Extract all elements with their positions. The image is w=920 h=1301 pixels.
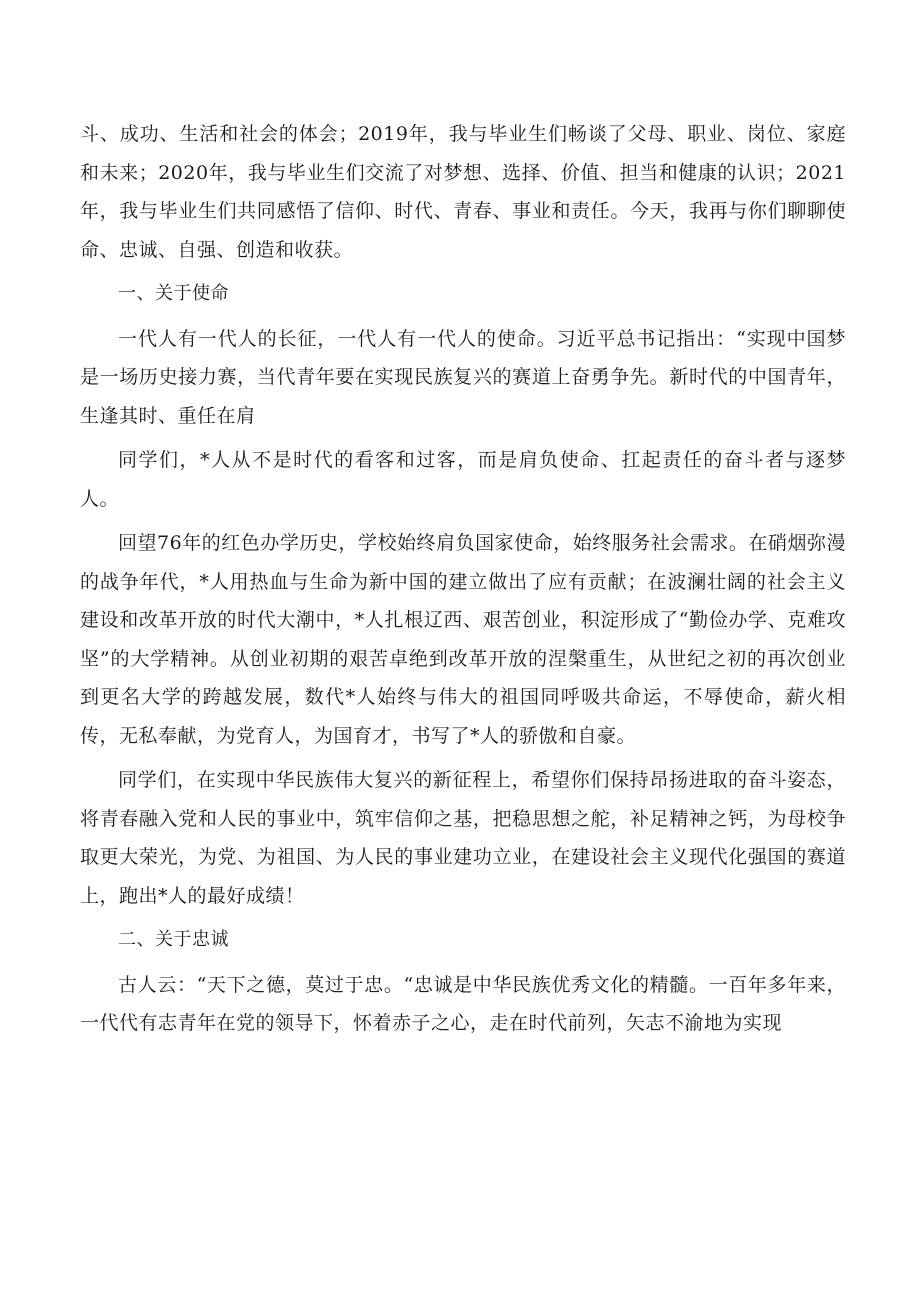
paragraph-mission-students: 同学们，*人从不是时代的看客和过客，而是肩负使命、扛起责任的奋斗者与逐梦人。 bbox=[80, 449, 846, 510]
paragraph-loyalty-quote: 古人云：“天下之德，莫过于忠。“忠诚是中华民族优秀文化的精髓。一百年多年来，一代代有志青年在党的领导下，怀着赤子之心，走在时代前列，矢志不渝地为实现 bbox=[80, 973, 846, 1034]
paragraph-mission-hope: 同学们，在实现中华民族伟大复兴的新征程上，希望你们保持昂扬进取的奋斗姿态，将青春融入党和人民的事业中，筑牢信仰之基，把稳思想之舵，补足精神之钙，为母校争取更大荣光，为党、为祖国、为人民的事业建功立业，在建设社会主义现代化强国的赛道上，跑出*人的最好成绩！ bbox=[80, 769, 846, 907]
paragraph-mission-history: 回望76年的红色办学历史，学校始终肩负国家使命，始终服务社会需求。在硝烟弥漫的战争年代，*人用热血与生命为新中国的建立做出了应有贡献；在波澜壮阔的社会主义建设和改革开放的时代大潮中，*人扎根辽西、艰苦创业，积淀形成了“勤俭办学、克难攻坚”的大学精神。从创业初期的艰苦卓绝到改革开放的涅槃重生，从世纪之初的再次创业到更名大学的跨越发展，数代*人始终与伟大的祖国同呼吸共命运，不辱使命，薪火相传，无私奉献，为党育人，为国育才，书写了*人的骄傲和自豪。 bbox=[80, 532, 846, 747]
section-heading-loyalty: 二、关于忠诚 bbox=[118, 929, 229, 950]
section-heading-mission: 一、关于使命 bbox=[118, 283, 229, 304]
document-page bbox=[80, 115, 846, 1043]
paragraph-intro: 斗、成功、生活和社会的体会；2019年，我与毕业生们畅谈了父母、职业、岗位、家庭和未来；2020年，我与毕业生们交流了对梦想、选择、价值、担当和健康的认识；2021年，我与毕业生们共同感悟了信仰、时代、青春、事业和责任。今天，我再与你们聊聊使命、忠诚、自强、创造和收获。 bbox=[80, 123, 846, 261]
paragraph-mission-quote: 一代人有一代人的长征，一代人有一代人的使命。习近平总书记指出：“实现中国梦是一场历史接力赛，当代青年要在实现民族复兴的赛道上奋勇争先。新时代的中国青年，生逢其时、重任在肩 bbox=[80, 327, 846, 427]
